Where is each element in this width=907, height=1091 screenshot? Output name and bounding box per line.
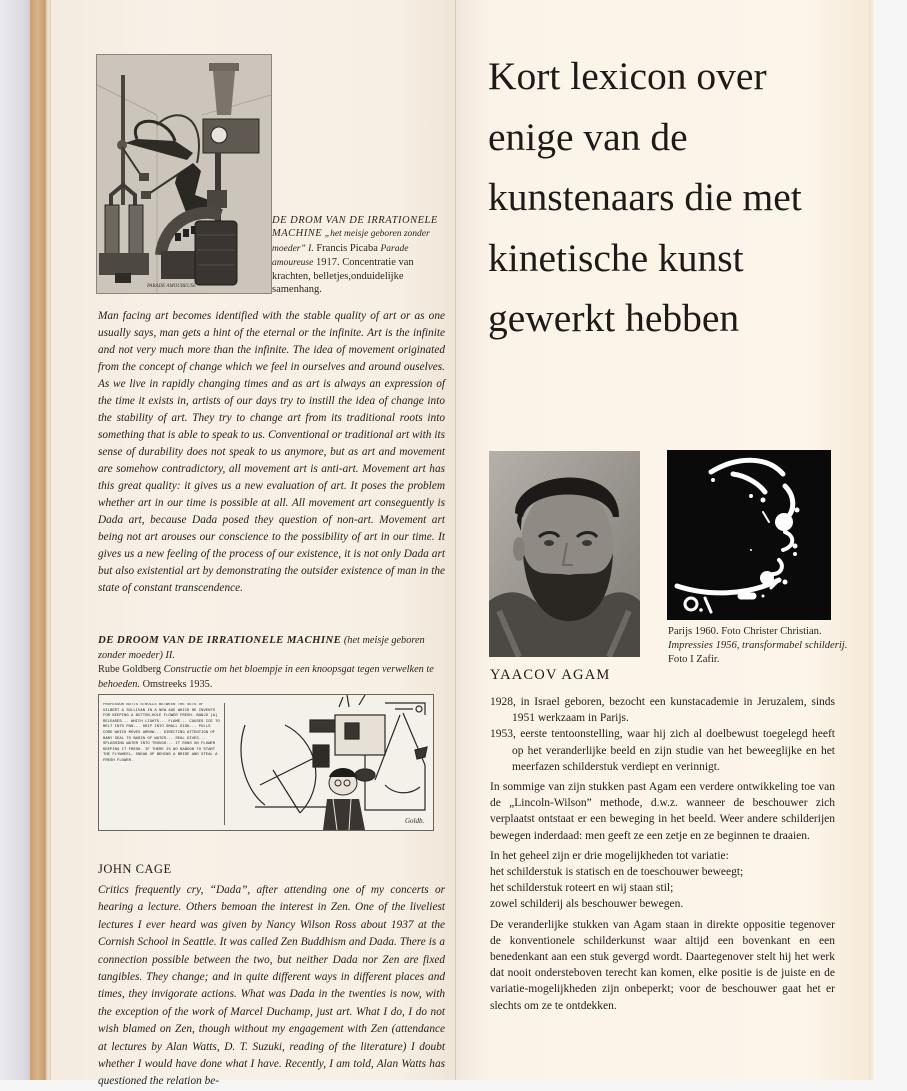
variation-item: zowel schilderij als beschouwer bewegen. bbox=[490, 898, 684, 911]
book-spine-edge bbox=[30, 0, 50, 1080]
title-line: kunstenaars die met bbox=[488, 175, 802, 219]
portrait-illustration bbox=[489, 451, 640, 657]
figure2-caption-work: Constructie om het bloempje in een knoopsgat tegen verwelken te behoeden. bbox=[98, 664, 434, 690]
variation-item: het schilderstuk is statisch en de toeschouwer beweegt; bbox=[490, 866, 744, 879]
title-line: kinetische kunst bbox=[488, 235, 744, 280]
title-line: gewerkt hebben bbox=[488, 296, 740, 340]
picabia-artwork-image bbox=[96, 54, 272, 294]
variation-list bbox=[490, 848, 835, 913]
mechanical-drawing-illustration bbox=[97, 55, 271, 293]
essay-text: Man facing art becomes identified with the stable quality of art or as one usually says, man gets a hint of the eternal or the infinite. Art is the infinite and not very much more than the infinite. The idea of movement originated from the concept of change which we feel in ourselves and around ouselves. As we live in rapidly changing times and as art is always an expression of the time it exists in, artists of our days try to instill the idea of change into the stability of art. They try to change art from its traditional roots into something that is able to speak to us. Conventional or traditional art with its sense of durability does not speak to us anymore, but as art and movement are somehow contradictory, all movement art is anti-art. Movement art has this great quality: it gives us a new evaluation of art. It poses the problem whether art in our time is possible at all. All movement art conseguently is Dada art, because Dada posed they question of non-art. Movement art being not art arouses our conscience to the possibility of art in our time. It gives us a new feeling of the process of our existence, it is not only Dada art but also existential art by demonstrating the outsider existence of man in the state of constant transcendence. bbox=[98, 310, 445, 594]
page-title bbox=[488, 46, 858, 349]
cartoon-caption-text: PROFESSOR BUTTS STROLLS BETWEEN THE SETS OF GILBERT & SULLIVAN IN A NEW AGE WHICH HE INVENTS FOR KEEPING A BUTTON-HOLE FLOWER FRESH. BANJO (A) RELEASES... WHICH LIGHTS... FLAME... CAUSES ICE TO MELT INTO PAN... DRIP INTO SMALL DISH... PULLS CORD WHICH MOVES ARROW... DIRECTING ATTENTION OF BABY SEAL TO BASIN OF WATER... SEAL DIVES... SPLASHING WATER INTO TROUGH... IT RUNS ON FLOWER KEEPING IT FRESH. IF THERE IS NO BABOON TO START THE FLYWHEEL, SNEAK UP BEHIND A BRIDE AND STEAL A FRESH FLOWER. bbox=[103, 703, 225, 825]
figure1-caption-work: Parade amoureuse bbox=[272, 243, 409, 268]
rube-goldberg-cartoon-image bbox=[98, 694, 434, 831]
figure2-caption-title: DE DROOM VAN DE IRRATIONELE MACHINE bbox=[98, 634, 342, 646]
figure1-caption-artist: Francis Picaba bbox=[316, 242, 378, 254]
artwork-title: Impressies 1956, transformabel schilderij. bbox=[668, 640, 848, 652]
figure2-caption bbox=[98, 633, 445, 692]
artist-bio bbox=[490, 694, 835, 1014]
john-cage-heading: JOHN CAGE bbox=[98, 862, 172, 876]
figure2-caption-date: Omstreeks 1935. bbox=[142, 678, 213, 690]
artwork-caption bbox=[668, 625, 853, 668]
abstract-artwork-illustration bbox=[667, 450, 831, 620]
figure1-caption-rest: 1917. Concentratie van krachten, belletjes,onduidelijke samenhang. bbox=[272, 256, 414, 296]
figure2-caption-artist: Rube Goldberg bbox=[98, 664, 162, 676]
artist-name-heading: YAACOV AGAM bbox=[490, 667, 611, 683]
figure1-caption-title: DE DROM VAN DE IRRATIONELE MACHINE bbox=[272, 215, 438, 240]
photo-credit-line: Parijs 1960. Foto Christer Christian. bbox=[668, 626, 822, 637]
figure1-caption bbox=[272, 214, 447, 297]
cartoon-machine-illustration bbox=[225, 695, 433, 830]
bio-paragraph: De veranderlijke stukken van Agam staan in direkte oppositie tegenover de konventionele schilderkunst waar altijd een bovenkant en een benedenkant aan een stuk gevergd wordt. Daartegenover stelt hij het werk dat nooit ondersteboven terecht kan komen, elke positie is de juiste en de variatie-mogelijkheden zijn onbeperkt; voor de beschouwer gaat het er slechts om ze te ontdekken. bbox=[490, 918, 835, 1012]
title-line: Kort lexicon over bbox=[488, 54, 767, 98]
title-line: enige van de bbox=[488, 114, 688, 159]
variation-list-intro: In het geheel zijn er drie mogelijkheden tot variatie: bbox=[490, 849, 729, 862]
agam-portrait-photo bbox=[489, 451, 640, 657]
bio-entry: 1953, eerste tentoonstelling, waar hij zich al doelbewust toegelegd heeft op het veranderlijke beeld en zijn studie van het beweeglijke en het meerfazen schilderstuk verdiept en verinnigt. bbox=[490, 728, 835, 773]
background-left bbox=[0, 0, 32, 1080]
agam-artwork-image bbox=[667, 450, 831, 620]
figure2-caption-subtitle: (het meisje geboren zonder moeder) II. bbox=[98, 635, 425, 661]
svg-text:Goldb.: Goldb. bbox=[405, 817, 425, 825]
variation-item: het schilderstuk roteert en wij staan stil; bbox=[490, 882, 674, 895]
figure1-caption-subtitle: „het meisje geboren zonder moeder” I. bbox=[272, 229, 430, 254]
bio-paragraph: In sommige van zijn stukken past Agam een verdere ontwikkeling toe van de „Lincoln-Wilson” methode, d.w.z. wanneer de beschouwer zich verplaatst ontstaat er een beweging in het beeld. Weer andere schilderijen bewegen inderdaad: men geeft ze een zetje en ze beginnen te draaien. bbox=[490, 781, 835, 842]
bio-entry: 1928, in Israel geboren, bezocht een kunstacademie in Jeruzalem, sinds 1951 werkzaam in Parijs. bbox=[490, 696, 835, 725]
svg-text:PARADE AMOUREUSE: PARADE AMOUREUSE bbox=[147, 284, 197, 289]
artwork-photo-credit: Foto I Zafir. bbox=[668, 654, 720, 666]
john-cage-text: Critics frequently cry, “Dada”, after attending one of my concerts or hearing a lecture. Others bemoan the interest in Zen. One of the liveliest lectures I ever heard was given by Nancy Wilson Ross about 1937 at the Cornish School in Seattle. It was called Zen Buddhism and Dada. There is a connection possible between the two, but neither Dada nor Zen are fixed tangibles. They change; and in quite different ways in different places and times, they invigorate actions. What was Dada in the twenties is now, with the exception of the work of Marcel Duchamp, just art. What I do, I do not wish blamed on Zen, though without my engagement with Zen (attendance at lectures by Alan Watts, D. T. Suzuki, reading of the literature) I doubt whether I would have done what I have. Recently, I am told, Alan Watts has questioned the relation be- bbox=[98, 884, 445, 1088]
